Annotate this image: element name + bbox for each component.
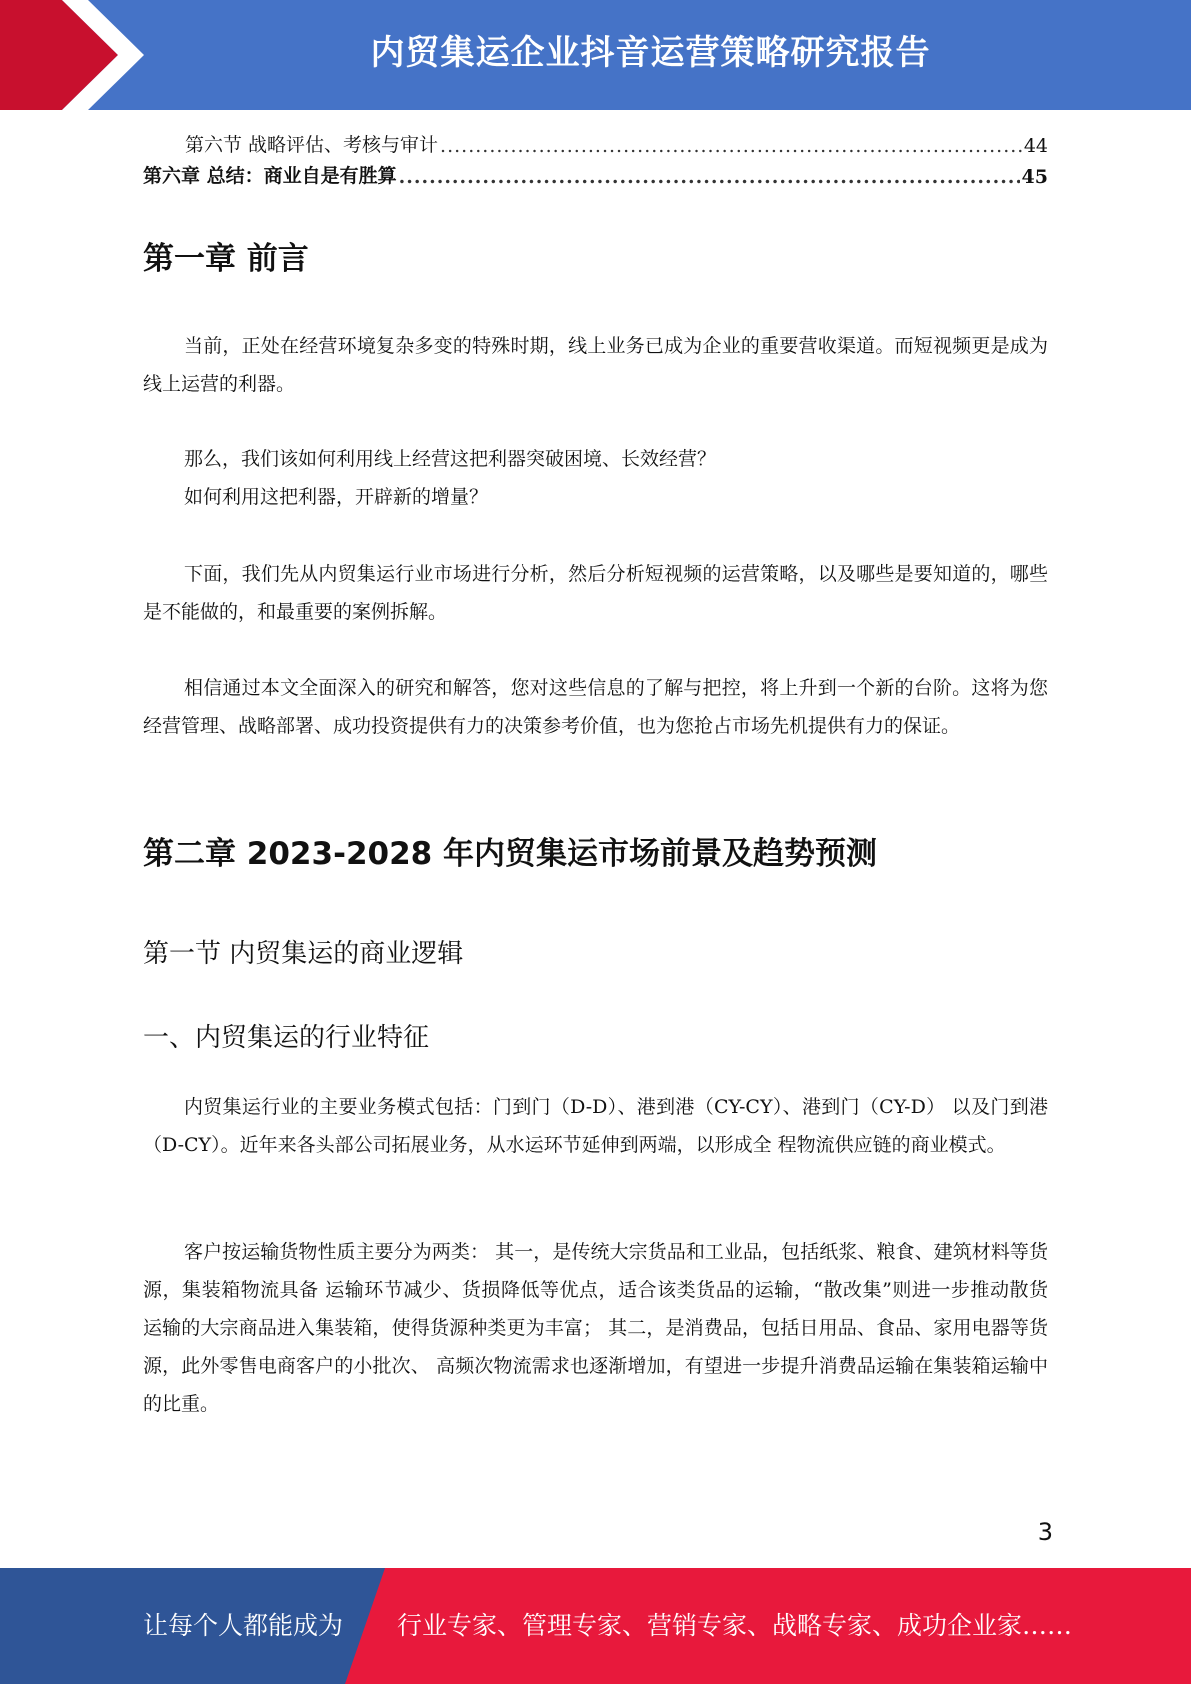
paragraph: 内贸集运行业的主要业务模式包括：门到门（D-D）、港到港（CY-CY）、港到门（CY-D） 以及门到港（D-CY）。近年来各头部公司拓展业务，从水运环节延伸到两端，以形成全 程物流供应链的商业模式。 (143, 1096, 1048, 1156)
toc-entry-page: 44 (1023, 135, 1048, 157)
paragraph: 相信通过本文全面深入的研究和解答，您对这些信息的了解与把控，将上升到一个新的台阶。这将为您经营管理、战略部署、成功投资提供有力的决策参考价值，也为您抢占市场先机提供有力的保证。 (143, 677, 1048, 737)
header-arrow-decoration (0, 0, 150, 110)
chapter-heading: 第一章 前言 (143, 241, 309, 277)
toc-entry-page: 45 (1021, 166, 1048, 188)
toc-entry[interactable] (143, 130, 1048, 157)
toc-leader-dots (440, 135, 1022, 157)
page-header (0, 0, 1191, 110)
section-heading: 第一节 内贸集运的商业逻辑 (143, 939, 464, 969)
footer-slogan-right: 行业专家、管理专家、营销专家、战略专家、成功企业家…… (397, 1611, 1073, 1640)
page-footer (0, 1568, 1191, 1684)
footer-slogan-left: 让每个人都能成为 (143, 1611, 344, 1640)
toc-entry[interactable] (143, 161, 1048, 188)
toc-entry-label: 第六节 战略评估、考核与审计 (185, 134, 439, 156)
paragraph: 如何利用这把利器，开辟新的增量？ (184, 486, 489, 508)
toc-entry-label: 第六章 总结：商业自是有胜算 (143, 165, 397, 187)
paragraph: 当前，正处在经营环境复杂多变的特殊时期，线上业务已成为企业的重要营收渠道。而短视频更是成为线上运营的利器。 (143, 335, 1048, 395)
paragraph: 客户按运输货物性质主要分为两类： 其一，是传统大宗货品和工业品，包括纸浆、粮食、建筑材料等货源，集装箱物流具备 运输环节减少、货损降低等优点，适合该类货品的运输，“散改集”则进一步推动散货 运输的大宗商品进入集装箱，使得货源种类更为丰富； 其二，是消费品，包括日用品、食品、家用电器等货源，此外零售电商客户的小批次、 高频次物流需求也逐渐增加，有望进一步提升消费品运输在集装箱运输中的比重。 (143, 1241, 1048, 1415)
paragraph: 下面，我们先从内贸集运行业市场进行分析，然后分析短视频的运营策略，以及哪些是要知道的，哪些是不能做的，和最重要的案例拆解。 (143, 563, 1048, 623)
page-number: 3 (1037, 1518, 1053, 1546)
header-title: 内贸集运企业抖音运营策略研究报告 (370, 33, 931, 73)
paragraph: 那么，我们该如何利用线上经营这把利器突破困境、长效经营？ (184, 448, 717, 470)
toc-leader-dots (399, 166, 1020, 188)
subsection-heading: 一、内贸集运的行业特征 (143, 1023, 430, 1053)
chapter-heading: 第二章 2023-2028 年内贸集运市场前景及趋势预测 (143, 836, 878, 872)
